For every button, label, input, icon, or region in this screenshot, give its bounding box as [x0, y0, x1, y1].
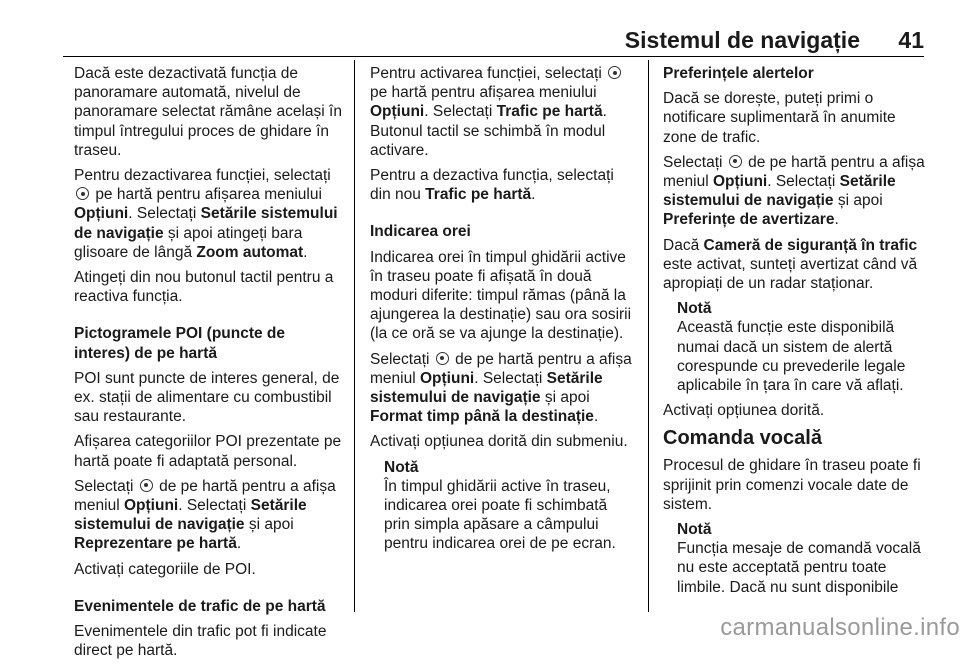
- map-options-icon: [76, 187, 89, 200]
- paragraph: Afișarea categoriilor POI prezentate pe hartă poate fi adaptată personal.: [74, 433, 342, 470]
- map-options-icon: [729, 155, 742, 168]
- page-number: 41: [898, 27, 924, 53]
- column-1: [74, 64, 342, 666]
- paragraph: POI sunt puncte de interes general, de ex. stații de alimentare cu combustibil sau restaurante.: [74, 369, 340, 426]
- paragraph: Selectați de pe hartă pentru a afișa meniul Opțiuni. Selectați Setările sistemului de navigație și apoi Format timp până la destinație.: [370, 350, 632, 426]
- paragraph: Pentru activarea funcției, selectați pe hartă pentru afișarea meniului Opțiuni. Selectați Trafic pe hartă. Butonul tactil se schimbă în modul activare.: [370, 64, 634, 160]
- paragraph: Indicarea orei în timpul ghidării active în traseu poate fi afișată în două moduri diferite: timpul rămas (până la ajungerea la destinație) sau ora sosirii (la ce oră se va ajunge la destinație).: [370, 248, 632, 343]
- column-divider: [648, 60, 649, 612]
- map-options-icon: [608, 66, 621, 79]
- paragraph: Procesul de ghidare în traseu poate fi sprijinit prin comenzi vocale date de sistem.: [663, 457, 921, 513]
- section-heading: Indicarea orei: [370, 223, 471, 241]
- section-heading: Preferințele alertelor: [663, 65, 814, 82]
- note-text: Această funcție este disponibilă numai dacă un sistem de alertă corespunde cu prevederile legale aplicabile în țara în care vă aflați.: [677, 319, 906, 395]
- watermark: carmanualsonline.info: [720, 614, 960, 641]
- paragraph: Activați categoriile de POI.: [74, 560, 256, 578]
- section-heading: Evenimentele de trafic de pe hartă: [74, 597, 326, 615]
- paragraph: Selectați de pe hartă pentru a afișa meniul Opțiuni. Selectați Setările sistemului de navigație și apoi Preferințe de avertizare.: [663, 153, 925, 229]
- paragraph: Activați opțiunea dorită.: [663, 402, 825, 420]
- note-label: Notă: [677, 521, 712, 539]
- page-header: [63, 0, 924, 57]
- note-box: [677, 299, 929, 395]
- map-options-icon: [140, 479, 153, 492]
- paragraph: Atingeți din nou butonul tactil pentru a reactiva funcția.: [74, 269, 334, 306]
- note-label: Notă: [677, 300, 712, 318]
- note-box: [677, 520, 929, 597]
- paragraph: Activați opțiunea dorită din submeniu.: [370, 433, 628, 451]
- paragraph: Dacă este dezactivată funcția de panoramare automată, nivelul de panoramare selectat rămâne același în timpul întregului proces de ghidare în traseu.: [74, 65, 342, 159]
- paragraph: Dacă se dorește, puteți primi o notificare suplimentară în anumite zone de trafic.: [663, 90, 896, 146]
- paragraph: Pentru dezactivarea funcției, selectați pe hartă pentru afișarea meniului Opțiuni. Selectați Setările sistemului de navigație și apoi atingeți bara glisoare de lângă Zoom automat.: [74, 167, 338, 261]
- paragraph: Selectați de pe hartă pentru a afișa meniul Opțiuni. Selectați Setările sistemului de navigație și apoi Reprezentare pe hartă.: [74, 477, 336, 553]
- page-title: Sistemul de navigație: [624, 27, 860, 53]
- note-label: Notă: [384, 458, 419, 476]
- paragraph: Evenimentele din trafic pot fi indicate direct pe hartă.: [74, 623, 327, 660]
- paragraph: Pentru a dezactiva funcția, selectați din nou Trafic pe hartă.: [370, 167, 614, 204]
- note-text: În timpul ghidării active în traseu, indicarea orei poate fi schimbată prin simpla apăsare a câmpului pentru indicarea orei de pe ecran.: [384, 477, 616, 553]
- column-3: [663, 64, 929, 603]
- section-heading: Comanda vocală: [663, 427, 822, 450]
- section-heading: Pictogramele POI (puncte de interes) de pe hartă: [74, 325, 286, 362]
- map-options-icon: [436, 352, 449, 365]
- column-2: [370, 64, 634, 560]
- note-box: [384, 458, 634, 554]
- column-divider: [354, 60, 355, 612]
- note-text: Funcția mesaje de comandă vocală nu este acceptată pentru toate limbile. Dacă nu sunt disponibile: [677, 540, 921, 596]
- paragraph: Dacă Cameră de siguranță în trafic este activat, sunteți avertizat când vă apropiați de un radar staționar.: [663, 236, 918, 293]
